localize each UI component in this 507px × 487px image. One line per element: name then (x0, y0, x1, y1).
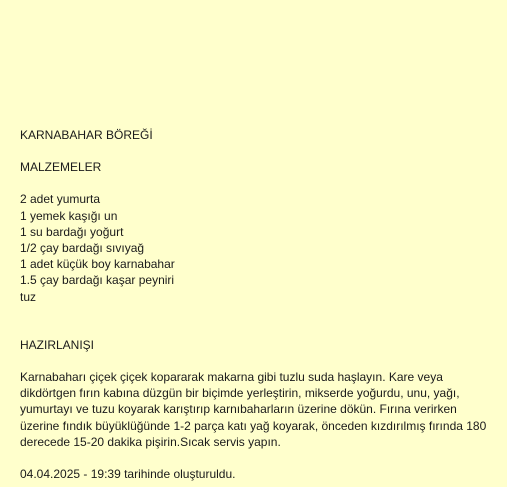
ingredient-item: 1 yemek kaşığı un (20, 208, 118, 223)
ingredient-item: 1.5 çay bardağı kaşar peyniri (20, 273, 175, 288)
ingredient-item: 1/2 çay bardağı sıvıyağ (20, 241, 145, 256)
preparation-text: Karnabaharı çiçek çiçek kopararak makarna gibi tuzlu suda haşlayın. Kare veya dikdörtgen fırın kabına düzgün bir biçimde yerleştirin, mikserde yoğurdu, unu, yağı, yumurtayı ve tuzu koyarak karıştırıp karnıbaharların üzerine dökün. Fırına verirken üzerine fındık büyüklüğünde 1-2 parça katı yağ koyarak, önceden kızdırılmış fırında 180 derecede 15-20 dakika pişirin.Sıcak servis yapın. (20, 370, 487, 449)
ingredient-item: tuz (20, 289, 37, 304)
ingredient-item: 2 adet yumurta (20, 192, 101, 207)
ingredients-heading: MALZEMELER (20, 160, 102, 175)
recipe-document (20, 127, 490, 482)
recipe-title: KARNABAHAR BÖREĞİ (20, 128, 153, 142)
ingredients-list (20, 191, 490, 304)
preparation-heading: HAZIRLANIŞI (20, 337, 95, 352)
created-timestamp: 04.04.2025 - 19:39 tarihinde oluşturuldu. (20, 467, 236, 482)
ingredient-item: 1 su bardağı yoğurt (20, 224, 124, 239)
ingredient-item: 1 adet küçük boy karnabahar (20, 257, 175, 272)
